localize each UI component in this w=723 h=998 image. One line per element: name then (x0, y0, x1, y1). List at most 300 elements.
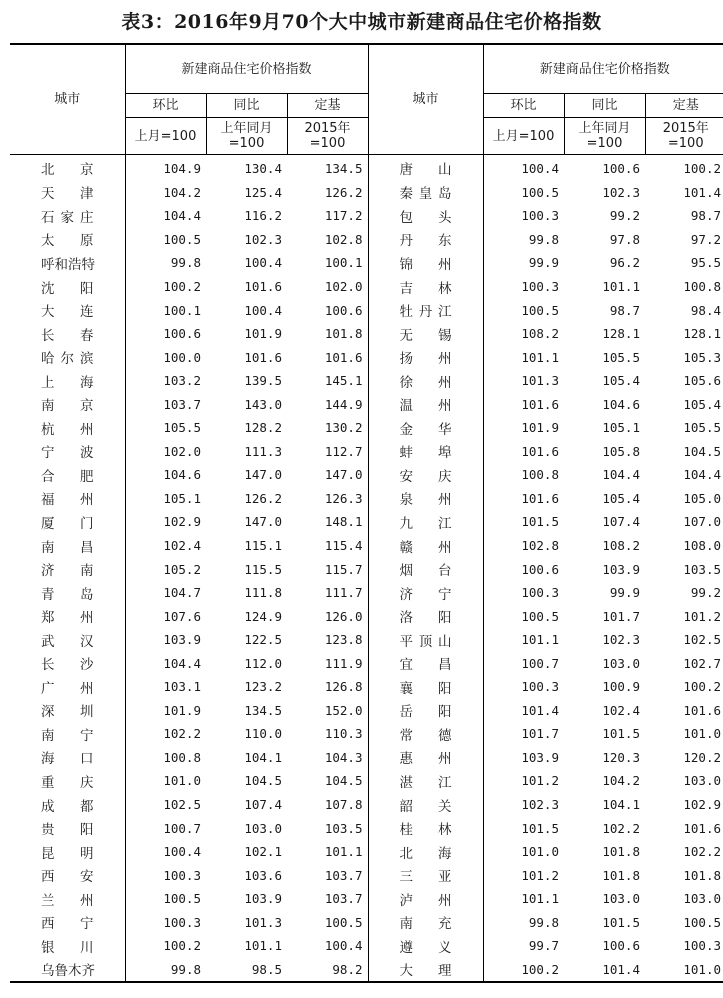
yoy-cell-right: 96.2 (609, 255, 640, 271)
price-index-table (10, 43, 723, 983)
table-row (10, 416, 723, 440)
yoy-cell-right: 102.2 (602, 820, 640, 836)
yoy-cell-right: 108.2 (602, 538, 640, 554)
base-cell-left: 104.3 (287, 746, 368, 770)
table-row (10, 463, 723, 487)
mom-cell-right: 102.3 (521, 797, 559, 813)
yoy-cell-right: 104.2 (602, 773, 640, 789)
mom-cell-right: 101.2 (521, 773, 559, 789)
table-header (10, 44, 723, 155)
base-cell-right: 105.0 (683, 490, 722, 506)
city-cell-right: 襄阳 (368, 675, 483, 699)
mom-cell-left: 102.5 (163, 797, 201, 813)
base-cell-left: 100.6 (287, 298, 368, 322)
mom-cell-left: 100.4 (163, 844, 201, 860)
city-cell-right: 锦州 (368, 251, 483, 275)
yoy-cell-right: 104.6 (602, 396, 640, 412)
table-row (10, 228, 723, 252)
mom-cell-right: 101.6 (521, 490, 559, 506)
yoy-sub-header-right: 上年同月=100 (564, 118, 645, 155)
base-cell-left: 115.4 (287, 534, 368, 558)
mom-cell-left: 101.9 (163, 702, 201, 718)
mom-cell-left: 105.5 (163, 420, 201, 436)
base-cell-left: 98.2 (287, 958, 368, 983)
table-row (10, 440, 723, 464)
city-cell-left: 天津 (10, 181, 125, 205)
city-cell-right: 大理 (368, 958, 483, 983)
city-cell-right: 韶关 (368, 793, 483, 817)
mom-cell-left: 103.9 (163, 632, 201, 648)
base-cell-right: 100.5 (683, 914, 722, 930)
yoy-cell-right: 105.8 (602, 443, 640, 459)
mom-cell-right: 101.1 (521, 632, 559, 648)
yoy-cell-left: 123.2 (244, 679, 282, 695)
mom-cell-right: 108.2 (521, 326, 559, 342)
city-cell-left: 广州 (10, 675, 125, 699)
mom-cell-right: 100.3 (521, 679, 559, 695)
base-cell-right: 104.5 (683, 443, 722, 459)
yoy-cell-left: 124.9 (244, 608, 282, 624)
mom-cell-right: 101.2 (521, 867, 559, 883)
yoy-cell-right: 105.1 (602, 420, 640, 436)
base-cell-right: 101.8 (683, 867, 722, 883)
base-cell-right: 105.3 (683, 349, 722, 365)
yoy-cell-right: 105.4 (602, 490, 640, 506)
table-row (10, 322, 723, 346)
base-cell-right: 101.6 (683, 702, 722, 718)
mom-cell-left: 100.0 (163, 349, 201, 365)
city-cell-left: 重庆 (10, 769, 125, 793)
yoy-cell-left: 101.6 (244, 279, 282, 294)
table-row (10, 298, 723, 322)
city-cell-left: 大连 (10, 298, 125, 322)
base-cell-right: 98.4 (690, 302, 722, 318)
base-cell-right: 98.7 (690, 208, 722, 224)
city-cell-left: 郑州 (10, 604, 125, 628)
yoy-cell-left: 102.3 (244, 231, 282, 247)
base-cell-right: 105.4 (683, 396, 722, 412)
base-cell-left: 103.7 (287, 863, 368, 887)
table-row (10, 958, 723, 983)
city-cell-left: 太原 (10, 228, 125, 252)
mom-cell-left: 100.2 (163, 279, 201, 294)
yoy-cell-right: 101.7 (602, 608, 640, 624)
base-cell-left: 110.3 (287, 722, 368, 746)
city-cell-left: 石家庄 (10, 204, 125, 228)
mom-cell-left: 101.0 (163, 773, 201, 789)
base-cell-right: 101.0 (645, 958, 723, 983)
table-row (10, 155, 723, 181)
base-cell-left: 103.7 (287, 887, 368, 911)
city-cell-left: 济南 (10, 557, 125, 581)
mom-cell-left: 100.1 (163, 302, 201, 318)
yoy-cell-left: 101.9 (244, 326, 282, 342)
table-row (10, 628, 723, 652)
yoy-cell-left: 111.8 (244, 585, 282, 601)
yoy-cell-right: 103.0 (602, 891, 640, 907)
city-cell-right: 无锡 (368, 322, 483, 346)
base-cell-left: 102.0 (287, 275, 368, 299)
base-cell-right: 120.2 (683, 749, 722, 765)
yoy-cell-left: 112.0 (244, 655, 282, 671)
yoy-cell-right: 102.3 (602, 632, 640, 648)
base-cell-right: 102.5 (683, 632, 722, 648)
city-header-left: 城市 (10, 44, 125, 155)
mom-cell-left: 103.1 (163, 679, 201, 695)
base-cell-left: 123.8 (287, 628, 368, 652)
base-cell-right: 105.6 (683, 373, 722, 389)
city-cell-right: 三亚 (368, 863, 483, 887)
mom-cell-left: 103.7 (163, 396, 201, 412)
base-cell-left: 100.4 (287, 934, 368, 958)
yoy-cell-left: 134.5 (244, 702, 282, 718)
mom-cell-left: 100.3 (163, 867, 201, 883)
base-cell-left: 100.5 (287, 911, 368, 935)
base-cell-left: 126.2 (287, 181, 368, 205)
base-cell-right: 100.8 (683, 279, 722, 294)
mom-cell-right: 100.8 (521, 467, 559, 483)
mom-cell-left: 102.0 (163, 443, 201, 459)
mom-cell-left: 105.2 (163, 561, 201, 577)
city-cell-right: 安庆 (368, 463, 483, 487)
base-cell-right: 100.2 (683, 161, 722, 177)
base-cell-right: 108.0 (683, 538, 722, 554)
base-cell-left: 126.0 (287, 604, 368, 628)
base-cell-left: 112.7 (287, 440, 368, 464)
mom-cell-right: 100.3 (521, 585, 559, 601)
mom-cell-right: 101.6 (521, 396, 559, 412)
table-row (10, 699, 723, 723)
city-cell-right: 蚌埠 (368, 440, 483, 464)
mom-cell-left: 99.8 (125, 958, 206, 983)
yoy-cell-right: 101.1 (602, 279, 640, 294)
mom-cell-left: 100.6 (163, 326, 201, 342)
yoy-cell-left: 125.4 (244, 184, 282, 200)
yoy-cell-right: 103.9 (602, 561, 640, 577)
city-cell-right: 桂林 (368, 816, 483, 840)
base-cell-left: 104.5 (287, 769, 368, 793)
yoy-cell-right: 104.4 (602, 467, 640, 483)
yoy-cell-right: 99.9 (609, 585, 640, 601)
city-cell-right: 平顶山 (368, 628, 483, 652)
yoy-cell-left: 103.9 (244, 891, 282, 907)
city-cell-left: 哈尔滨 (10, 345, 125, 369)
base-sub-header-right: 2015年=100 (645, 118, 723, 155)
base-cell-right: 104.4 (683, 467, 722, 483)
base-cell-left: 144.9 (287, 392, 368, 416)
yoy-cell-left: 147.0 (244, 514, 282, 530)
table-title: 表3：2016年9月70个大中城市新建商品住宅价格指数 (121, 11, 602, 33)
mom-cell-right: 101.3 (521, 373, 559, 389)
base-header-left: 定基 (287, 94, 368, 118)
city-cell-left: 长沙 (10, 651, 125, 675)
table-row (10, 204, 723, 228)
mom-cell-right: 103.9 (521, 749, 559, 765)
table-row (10, 911, 723, 935)
base-cell-right: 105.5 (683, 420, 722, 436)
yoy-cell-right: 98.7 (609, 302, 640, 318)
city-cell-right: 扬州 (368, 345, 483, 369)
city-cell-right: 徐州 (368, 369, 483, 393)
mom-cell-right: 99.7 (528, 938, 559, 954)
yoy-cell-right: 101.8 (602, 867, 640, 883)
city-cell-right: 九江 (368, 510, 483, 534)
mom-cell-left: 100.8 (163, 749, 201, 765)
city-cell-left: 海口 (10, 746, 125, 770)
table-row (10, 604, 723, 628)
yoy-cell-left: 122.5 (244, 632, 282, 648)
mom-cell-left: 102.4 (163, 538, 201, 554)
index-group-header-left: 新建商品住宅价格指数 (125, 44, 368, 94)
yoy-cell-left: 111.3 (244, 443, 282, 459)
base-sub-header-left: 2015年=100 (287, 118, 368, 155)
city-cell-right: 温州 (368, 392, 483, 416)
yoy-cell-left: 130.4 (244, 161, 282, 177)
yoy-header-right: 同比 (564, 94, 645, 118)
yoy-cell-right: 101.5 (602, 914, 640, 930)
city-cell-right: 南充 (368, 911, 483, 935)
yoy-cell-right: 128.1 (602, 326, 640, 342)
base-cell-left: 101.8 (287, 322, 368, 346)
city-cell-left: 昆明 (10, 840, 125, 864)
city-cell-right: 牡丹江 (368, 298, 483, 322)
mom-header-right: 环比 (483, 94, 564, 118)
base-cell-right: 101.4 (683, 184, 722, 200)
mom-cell-right: 101.4 (521, 702, 559, 718)
city-cell-left: 宁波 (10, 440, 125, 464)
base-cell-right: 102.7 (683, 655, 722, 671)
table-row (10, 675, 723, 699)
base-cell-left: 152.0 (287, 699, 368, 723)
table-row (10, 181, 723, 205)
city-cell-left: 兰州 (10, 887, 125, 911)
yoy-sub-header-left: 上年同月=100 (206, 118, 287, 155)
mom-cell-left: 104.4 (163, 655, 201, 671)
yoy-cell-right: 101.8 (602, 844, 640, 860)
mom-cell-right: 101.9 (521, 420, 559, 436)
table-row (10, 534, 723, 558)
yoy-cell-left: 98.5 (206, 958, 287, 983)
mom-sub-header-right: 上月=100 (483, 118, 564, 155)
city-cell-right: 遵义 (368, 934, 483, 958)
city-cell-right: 泉州 (368, 487, 483, 511)
yoy-cell-right: 100.9 (602, 679, 640, 695)
base-cell-left: 101.6 (287, 345, 368, 369)
mom-cell-right: 101.5 (521, 514, 559, 530)
yoy-cell-left: 102.1 (244, 844, 282, 860)
yoy-header-left: 同比 (206, 94, 287, 118)
mom-cell-right: 100.5 (521, 302, 559, 318)
city-cell-right: 宜昌 (368, 651, 483, 675)
mom-cell-right: 100.3 (521, 279, 559, 294)
mom-cell-right: 99.8 (528, 914, 559, 930)
base-cell-left: 126.8 (287, 675, 368, 699)
city-cell-left: 长春 (10, 322, 125, 346)
city-cell-right: 金华 (368, 416, 483, 440)
table-row (10, 863, 723, 887)
table-row (10, 651, 723, 675)
yoy-cell-left: 104.5 (244, 773, 282, 789)
city-cell-left: 沈阳 (10, 275, 125, 299)
yoy-cell-left: 107.4 (244, 797, 282, 813)
city-cell-left: 南宁 (10, 722, 125, 746)
yoy-cell-left: 139.5 (244, 373, 282, 389)
mom-cell-left: 104.4 (163, 208, 201, 224)
base-cell-left: 147.0 (287, 463, 368, 487)
mom-cell-left: 107.6 (163, 608, 201, 624)
yoy-cell-right: 105.5 (602, 349, 640, 365)
base-cell-left: 145.1 (287, 369, 368, 393)
table-row (10, 557, 723, 581)
yoy-cell-left: 128.2 (244, 420, 282, 436)
base-header-right: 定基 (645, 94, 723, 118)
city-cell-right: 北海 (368, 840, 483, 864)
mom-cell-right: 100.2 (483, 958, 564, 983)
table-body (10, 155, 723, 983)
mom-cell-left: 100.5 (163, 891, 201, 907)
base-cell-left: 130.2 (287, 416, 368, 440)
base-cell-right: 107.0 (683, 514, 722, 530)
mom-cell-right: 99.8 (528, 231, 559, 247)
yoy-cell-right: 102.3 (602, 184, 640, 200)
mom-cell-left: 103.2 (163, 373, 201, 389)
table-row (10, 510, 723, 534)
yoy-cell-left: 110.0 (244, 726, 282, 742)
city-cell-left: 福州 (10, 487, 125, 511)
mom-cell-left: 104.7 (163, 585, 201, 601)
base-cell-right: 97.2 (690, 231, 722, 247)
mom-cell-right: 101.1 (521, 891, 559, 907)
city-cell-left: 西宁 (10, 911, 125, 935)
city-cell-left: 乌鲁木齐 (10, 958, 125, 983)
city-cell-right: 泸州 (368, 887, 483, 911)
city-cell-right: 丹东 (368, 228, 483, 252)
base-cell-left: 103.5 (287, 816, 368, 840)
city-cell-right: 唐山 (368, 155, 483, 181)
city-cell-right: 洛阳 (368, 604, 483, 628)
mom-cell-left: 104.9 (163, 161, 201, 177)
mom-cell-right: 100.3 (521, 208, 559, 224)
mom-cell-right: 100.7 (521, 655, 559, 671)
base-cell-right: 95.5 (690, 255, 722, 271)
yoy-cell-left: 143.0 (244, 396, 282, 412)
mom-cell-left: 102.9 (163, 514, 201, 530)
base-cell-left: 100.1 (287, 251, 368, 275)
yoy-cell-left: 147.0 (244, 467, 282, 483)
yoy-cell-left: 101.6 (244, 349, 282, 365)
table-row (10, 816, 723, 840)
yoy-cell-right: 104.1 (602, 797, 640, 813)
mom-cell-left: 104.2 (163, 184, 201, 200)
city-cell-left: 贵阳 (10, 816, 125, 840)
mom-cell-right: 100.6 (521, 561, 559, 577)
mom-cell-left: 105.1 (163, 490, 201, 506)
city-cell-left: 上海 (10, 369, 125, 393)
mom-cell-right: 101.5 (521, 820, 559, 836)
mom-cell-left: 100.7 (163, 820, 201, 836)
city-cell-right: 岳阳 (368, 699, 483, 723)
yoy-cell-left: 103.0 (244, 820, 282, 836)
yoy-cell-right: 101.4 (564, 958, 645, 983)
table-row (10, 793, 723, 817)
city-cell-left: 西安 (10, 863, 125, 887)
table-row (10, 487, 723, 511)
mom-cell-right: 101.0 (521, 844, 559, 860)
city-cell-right: 秦皇岛 (368, 181, 483, 205)
mom-cell-right: 100.5 (521, 184, 559, 200)
yoy-cell-left: 115.1 (244, 538, 282, 554)
yoy-cell-right: 102.4 (602, 702, 640, 718)
base-cell-right: 128.1 (683, 326, 722, 342)
city-cell-left: 青岛 (10, 581, 125, 605)
table-row (10, 345, 723, 369)
table-row (10, 251, 723, 275)
yoy-cell-left: 116.2 (244, 208, 282, 224)
base-cell-left: 102.8 (287, 228, 368, 252)
city-cell-left: 银川 (10, 934, 125, 958)
base-cell-right: 101.0 (683, 726, 722, 742)
yoy-cell-left: 104.1 (244, 749, 282, 765)
mom-cell-right: 101.1 (521, 349, 559, 365)
base-cell-left: 126.3 (287, 487, 368, 511)
mom-cell-right: 101.6 (521, 443, 559, 459)
base-cell-right: 101.2 (683, 608, 722, 624)
table-row (10, 769, 723, 793)
city-cell-right: 吉林 (368, 275, 483, 299)
city-cell-left: 厦门 (10, 510, 125, 534)
table-row (10, 934, 723, 958)
index-group-header-right: 新建商品住宅价格指数 (483, 44, 723, 94)
city-cell-right: 赣州 (368, 534, 483, 558)
city-cell-left: 成都 (10, 793, 125, 817)
base-cell-right: 99.2 (690, 585, 722, 601)
yoy-cell-left: 100.4 (244, 302, 282, 318)
yoy-cell-right: 100.6 (602, 938, 640, 954)
mom-sub-header-left: 上月=100 (125, 118, 206, 155)
city-cell-right: 烟台 (368, 557, 483, 581)
mom-cell-left: 104.6 (163, 467, 201, 483)
yoy-cell-left: 103.6 (244, 867, 282, 883)
table-row (10, 581, 723, 605)
mom-cell-right: 100.5 (521, 608, 559, 624)
table-row (10, 840, 723, 864)
yoy-cell-right: 103.0 (602, 655, 640, 671)
base-cell-left: 111.9 (287, 651, 368, 675)
yoy-cell-right: 101.5 (602, 726, 640, 742)
mom-cell-right: 100.4 (521, 161, 559, 177)
mom-cell-left: 99.8 (170, 255, 201, 271)
base-cell-right: 103.5 (683, 561, 722, 577)
table-row (10, 746, 723, 770)
city-cell-right: 包头 (368, 204, 483, 228)
yoy-cell-right: 99.2 (609, 208, 640, 224)
city-cell-right: 济宁 (368, 581, 483, 605)
mom-cell-right: 99.9 (528, 255, 559, 271)
yoy-cell-right: 105.4 (602, 373, 640, 389)
yoy-cell-left: 126.2 (244, 490, 282, 506)
table-row (10, 369, 723, 393)
table-row (10, 392, 723, 416)
mom-cell-right: 102.8 (521, 538, 559, 554)
base-cell-right: 100.3 (683, 938, 722, 954)
mom-cell-right: 101.7 (521, 726, 559, 742)
city-header-right: 城市 (368, 44, 483, 155)
base-cell-right: 102.9 (683, 797, 722, 813)
base-cell-right: 100.2 (683, 679, 722, 695)
mom-cell-left: 100.3 (163, 914, 201, 930)
base-cell-right: 103.0 (683, 773, 722, 789)
city-cell-left: 南京 (10, 392, 125, 416)
